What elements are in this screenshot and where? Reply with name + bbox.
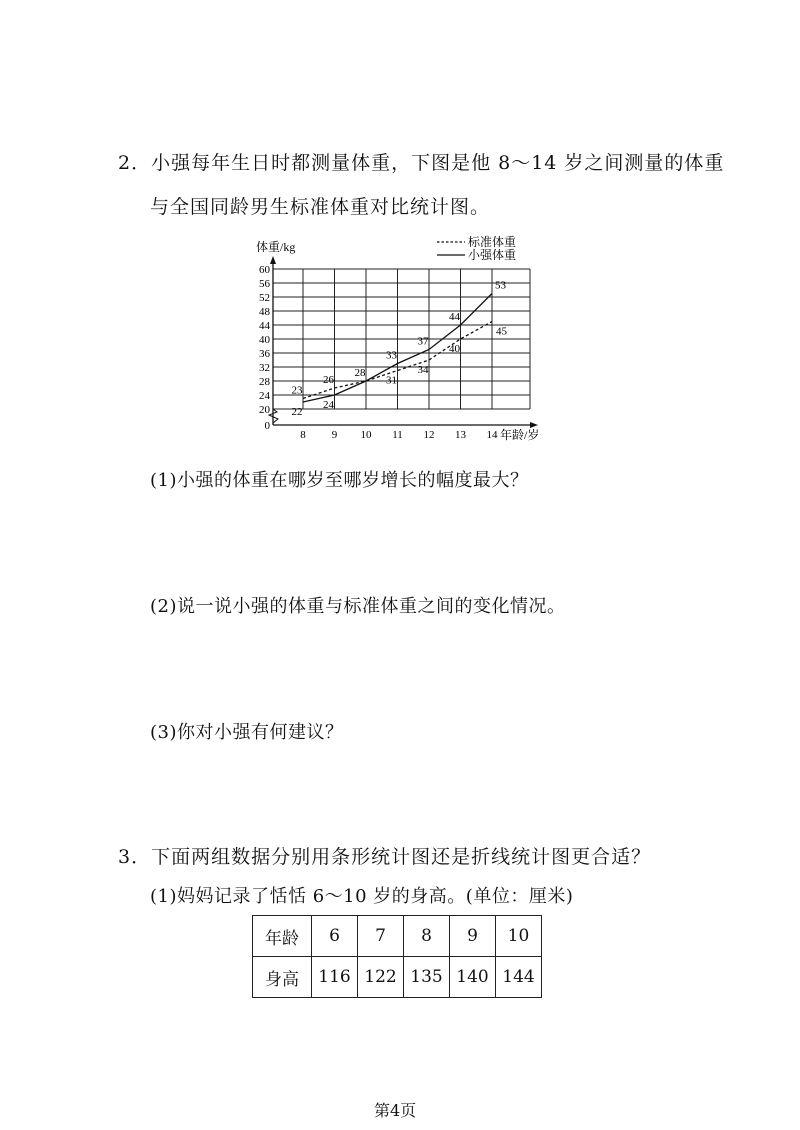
legend-label: 小强体重 <box>468 248 517 262</box>
y-tick-label: 24 <box>259 390 270 402</box>
height-cell: 140 <box>450 957 496 998</box>
data-label: 40 <box>449 343 460 355</box>
x-tick-label: 14 <box>486 429 498 441</box>
age-cell: 8 <box>404 916 450 957</box>
age-cell: 9 <box>450 916 496 957</box>
row-header-age: 年龄 <box>253 916 312 957</box>
data-label: 22 <box>291 406 303 418</box>
y-tick-label: 28 <box>259 376 270 388</box>
x-tick-label: 13 <box>455 429 466 441</box>
data-label: 24 <box>323 399 334 411</box>
y-tick-labels <box>259 264 271 432</box>
y-tick-label: 60 <box>259 264 270 276</box>
data-label: 23 <box>291 384 303 397</box>
data-label: 28 <box>354 367 366 379</box>
y-tick-label: 0 <box>264 420 270 432</box>
y-tick-label: 56 <box>259 278 270 290</box>
x-tick-label: 9 <box>331 429 338 441</box>
height-cell: 135 <box>404 957 450 998</box>
y-axis-arrow <box>270 256 276 264</box>
age-cell: 6 <box>312 916 358 957</box>
y-tick-label: 32 <box>259 362 270 374</box>
age-cell: 10 <box>496 916 542 957</box>
q2-sub3: (3)你对小强有何建议？ <box>150 722 344 743</box>
x-tick-labels <box>300 429 498 441</box>
age-cell: 7 <box>358 916 404 957</box>
y-axis-label: 体重/kg <box>256 240 296 254</box>
q2-sub2: (2)说一说小强的体重与标准体重之间的变化情况。 <box>150 596 566 617</box>
q3-line1: 3．下面两组数据分别用条形统计图还是折线统计图更合适？ <box>118 846 652 868</box>
x-tick-label: 11 <box>392 429 403 441</box>
height-cell: 116 <box>312 957 358 998</box>
height-cell: 144 <box>496 957 542 998</box>
y-tick-label: 20 <box>259 404 270 416</box>
weight-line-chart <box>230 232 560 447</box>
y-tick-label: 48 <box>259 306 270 318</box>
chart-legend <box>437 234 516 262</box>
height-table <box>252 915 542 998</box>
data-label: 33 <box>386 349 397 362</box>
q3-sub1: (1)妈妈记录了恬恬 6～10 岁的身高。(单位：厘米) <box>150 886 574 907</box>
row-header-height: 身高 <box>253 957 312 998</box>
data-label: 53 <box>495 279 506 292</box>
page-number: 第4页 <box>374 1101 417 1120</box>
y-tick-label: 44 <box>259 320 270 332</box>
q2-line2: 与全国同龄男生标准体重对比统计图。 <box>150 196 491 218</box>
height-cell: 122 <box>358 957 404 998</box>
x-axis-label: 年龄/岁 <box>500 428 540 442</box>
data-label: 44 <box>449 311 460 323</box>
q2-line1: 2．小强每年生日时都测量体重，下图是他 8～14 岁之间测量的体重 <box>118 152 725 174</box>
legend-label: 标准体重 <box>468 235 517 249</box>
y-tick-label: 36 <box>259 348 270 360</box>
x-tick-label: 12 <box>423 429 435 441</box>
x-tick-label: 10 <box>360 429 372 441</box>
data-label: 45 <box>496 325 507 338</box>
y-tick-label: 52 <box>259 292 270 304</box>
x-tick-label: 8 <box>300 429 306 441</box>
chart-grid <box>273 269 530 409</box>
table-row-age <box>253 916 542 957</box>
table-row-height <box>253 957 542 998</box>
data-label: 34 <box>417 364 429 376</box>
data-label: 31 <box>386 374 397 387</box>
data-label: 26 <box>323 374 334 386</box>
data-label: 37 <box>417 335 429 348</box>
y-tick-label: 40 <box>259 334 270 346</box>
q2-sub1: (1)小强的体重在哪岁至哪岁增长的幅度最大？ <box>150 470 529 491</box>
